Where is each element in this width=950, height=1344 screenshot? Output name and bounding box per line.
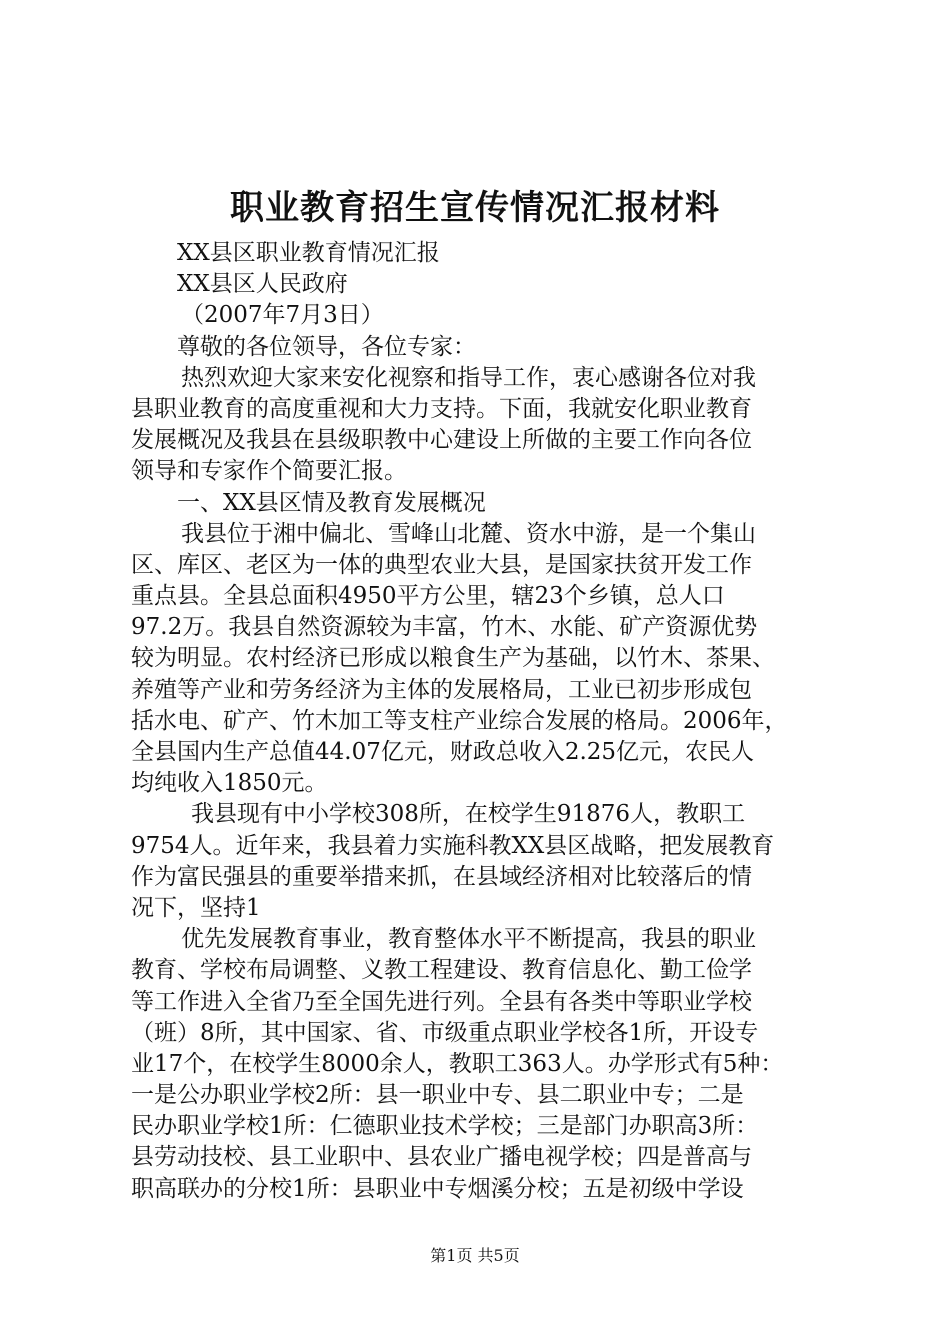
text-line: 区、库区、老区为一体的典型农业大县，是国家扶贫开发工作 (131, 551, 752, 578)
text-line: 一是公办职业学校2所：县一职业中专、县二职业中专；二是 (131, 1082, 744, 1109)
text-line: 领导和专家作个简要汇报。 (131, 458, 407, 485)
text-line: 括水电、矿产、竹木加工等支柱产业综合发展的格局。2006年， (131, 707, 788, 734)
text-line: 发展概况及我县在县级职教中心建设上所做的主要工作向各位 (131, 427, 752, 454)
text-line: XX县区职业教育情况汇报 (177, 240, 440, 266)
text-line: 我县位于湘中偏北、雪峰山北麓、资水中游，是一个集山 (181, 520, 756, 547)
text-line: 县劳动技校、县工业职中、县农业广播电视学校；四是普高与 (131, 1144, 752, 1171)
text-line: 全县国内生产总值44.07亿元，财政总收入2.25亿元，农民人 (131, 739, 755, 765)
text-line: 97.2万。我县自然资源较为丰富，竹木、水能、矿产资源优势 (131, 614, 758, 641)
text-line: 养殖等产业和劳务经济为主体的发展格局，工业已初步形成包 (131, 676, 752, 703)
text-line: 热烈欢迎大家来安化视察和指导工作，衷心感谢各位对我 (181, 364, 756, 391)
text-line: 我县现有中小学校308所，在校学生91876人，教职工 (191, 801, 746, 828)
text-line: 9754人。近年来，我县着力实施科教XX县区战略，把发展教育 (131, 832, 775, 859)
text-line: 优先发展教育事业，教育整体水平不断提高，我县的职业 (181, 926, 756, 953)
text-line: 均纯收入1850元。 (131, 770, 328, 797)
text-line: 县职业教育的高度重视和大力支持。下面，我就安化职业教育 (131, 395, 752, 422)
text-line: 况下，坚持1 (131, 894, 261, 921)
text-line: 教育、学校布局调整、义教工程建设、教育信息化、勤工俭学 (131, 957, 752, 984)
text-line: XX县区人民政府 (177, 271, 348, 298)
text-line: 重点县。全县总面积4950平方公里，辖23个乡镇，总人口 (131, 583, 725, 610)
section-heading: 一、XX县区情及教育发展概况 (177, 489, 486, 516)
document-title: 职业教育招生宣传情况汇报材料 (230, 188, 720, 228)
text-line: （2007年7月3日） (181, 302, 384, 329)
text-line: 较为明显。农村经济已形成以粮食生产为基础，以竹木、茶果、 (131, 645, 775, 672)
page-footer: 第1页 共5页 (430, 1246, 520, 1265)
text-line: 等工作进入全省乃至全国先进行列。全县有各类中等职业学校 (131, 988, 752, 1015)
text-line: （班）8所，其中国家、省、市级重点职业学校各1所，开设专 (131, 1019, 759, 1046)
text-line: 尊敬的各位领导，各位专家： (177, 333, 476, 360)
text-line: 作为富民强县的重要举措来抓，在县域经济相对比较落后的情 (131, 863, 752, 890)
text-line: 业17个，在校学生8000余人，教职工363人。办学形式有5种： (131, 1050, 784, 1077)
text-line: 民办职业学校1所：仁德职业技术学校；三是部门办职高3所： (131, 1113, 759, 1140)
text-line: 职高联办的分校1所：县职业中专烟溪分校；五是初级中学设 (131, 1175, 744, 1202)
document-body (131, 238, 833, 1205)
